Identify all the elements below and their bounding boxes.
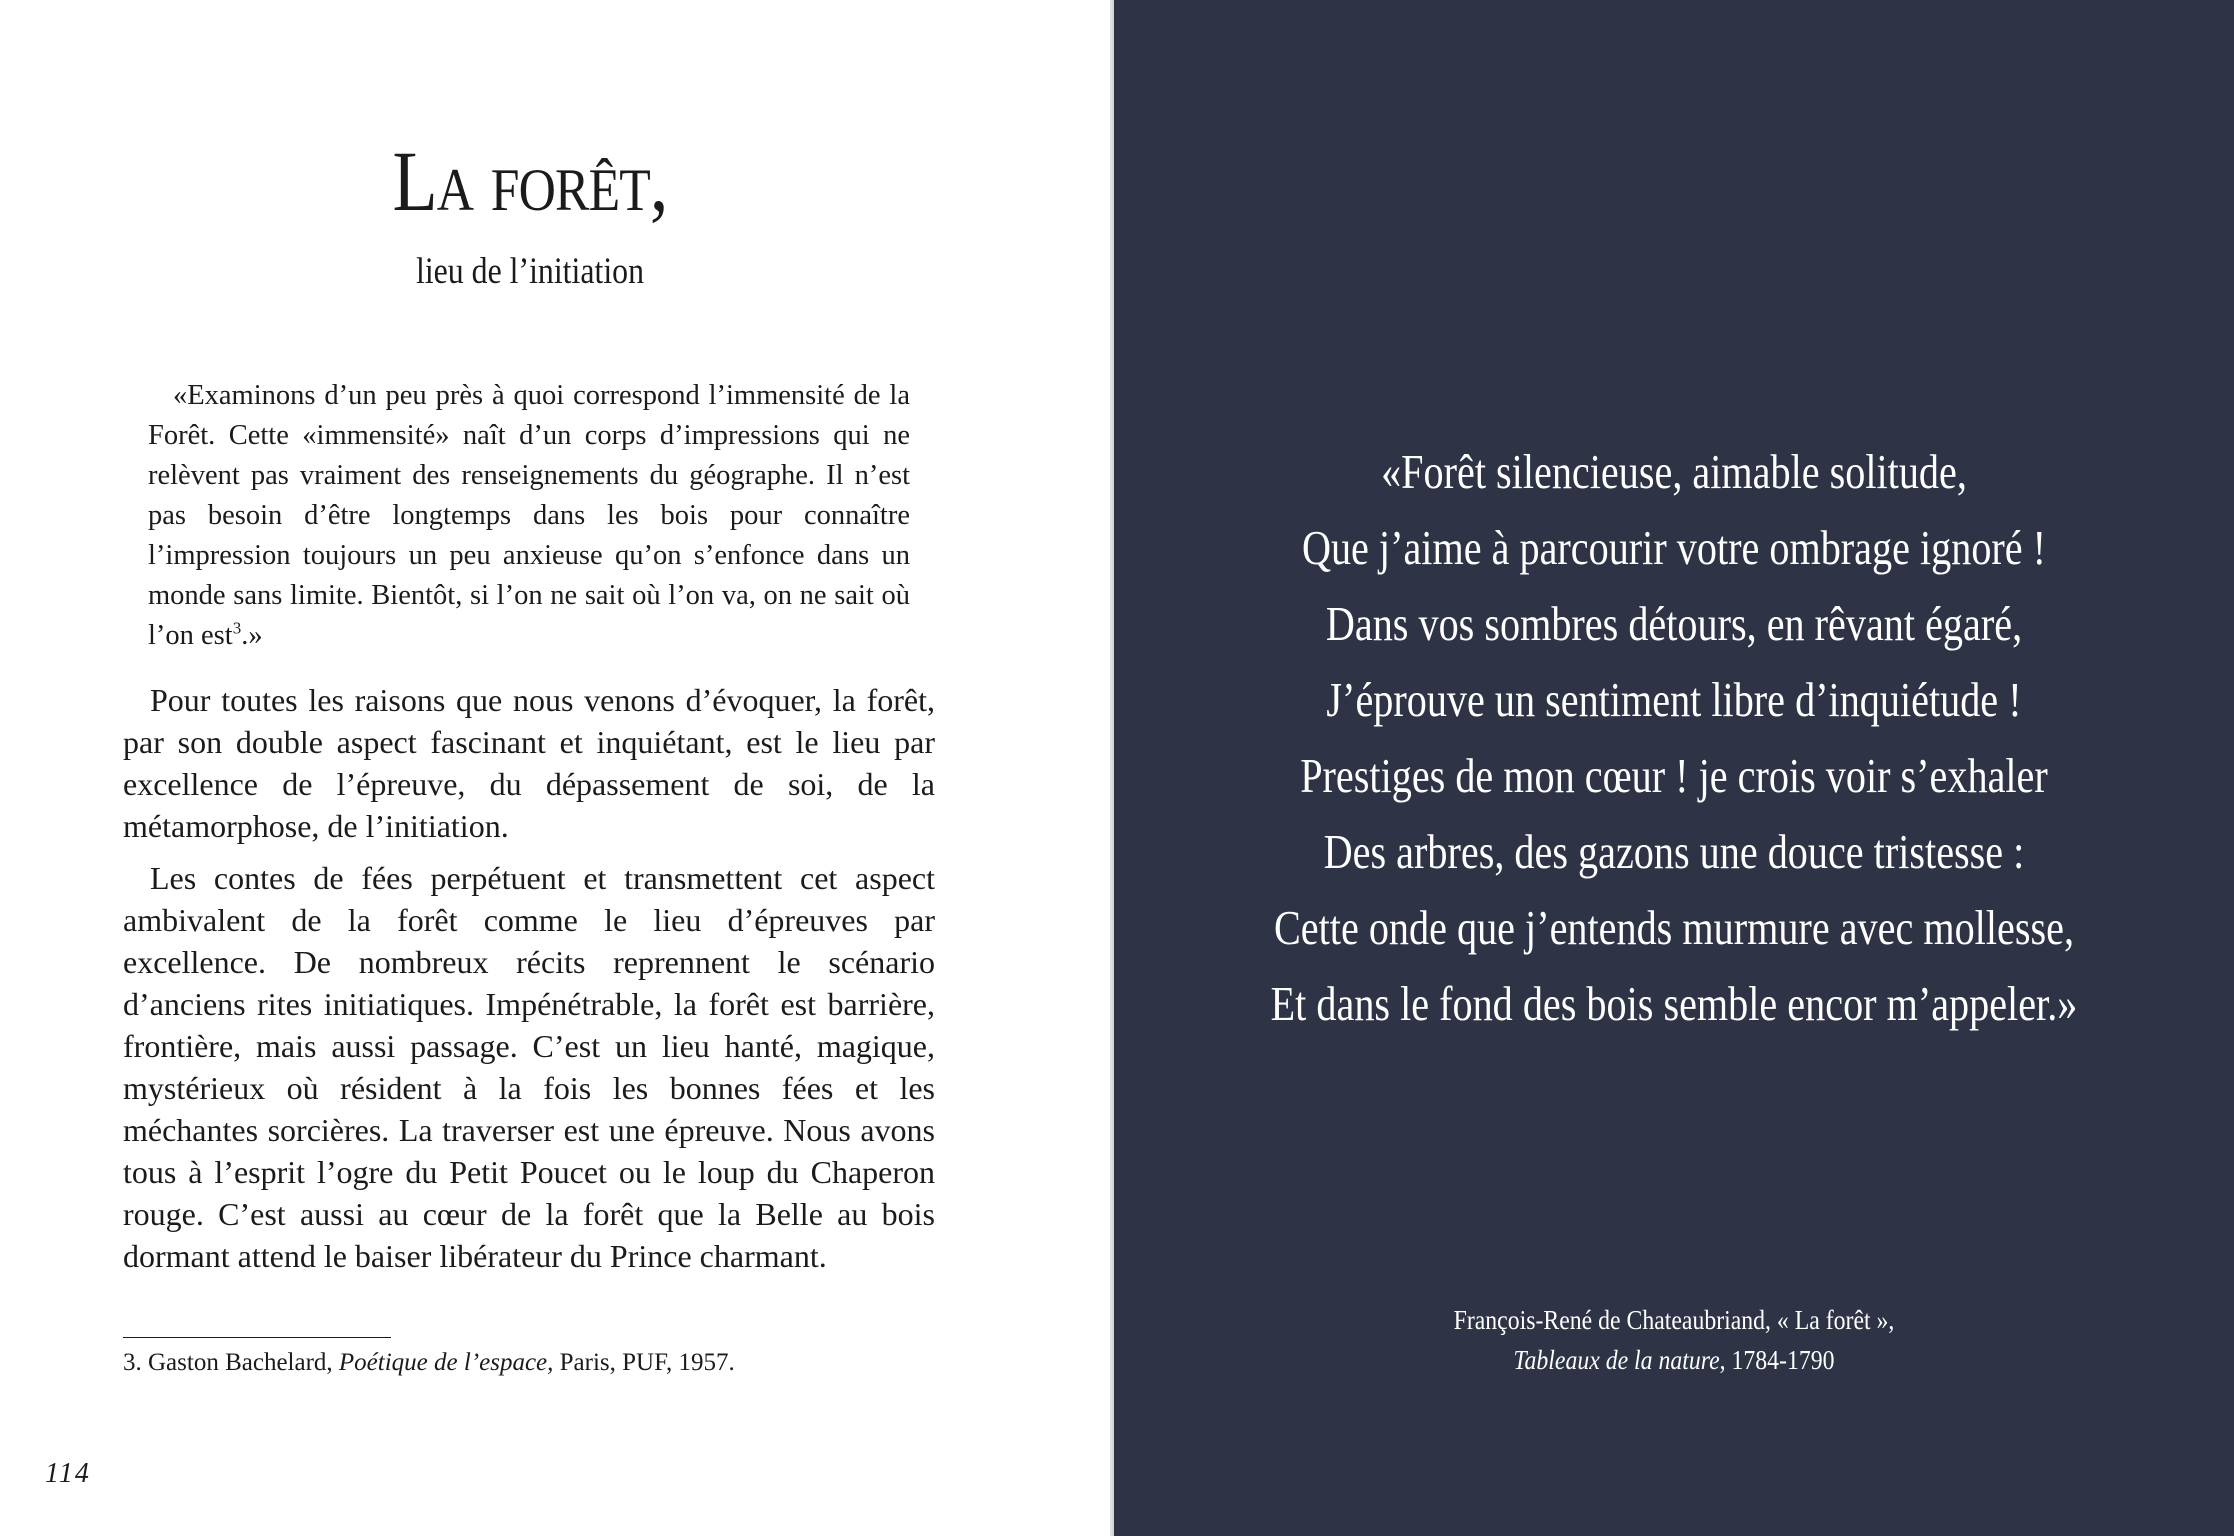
poem — [1174, 434, 2174, 1042]
block-quote — [148, 376, 910, 656]
footnote-divider — [123, 1337, 391, 1338]
poem-line: «Forêt silencieuse, aimable solitude, — [1381, 444, 1967, 499]
page-title: La forêt, — [392, 133, 668, 229]
page-subtitle: lieu de l’initiation — [415, 251, 644, 292]
paragraph: Les contes de fées perpétuent et transmettent cet aspect ambivalent de la forêt comme le lieu d’épreuves par excellence. De nombreux récits reprennent le scénario d’anciens rites initiatiques. Impénétrable, la forêt est barrière, frontière, mais aussi passage. C’est un lieu hanté, magique, mystérieux où résident à la fois les bonnes fées et les méchantes sorcières. La traverser est une épreuve. Nous avons tous à l’esprit l’ogre du Petit Poucet ou le loup du Chaperon rouge. C’est aussi au cœur de la forêt que la Belle au bois dormant attend le baiser libérateur du Prince charmant. — [123, 860, 935, 1274]
poem-line: J’éprouve un sentiment libre d’inquiétude ! — [1326, 672, 2022, 727]
footnote-reference[interactable]: 3 — [232, 618, 242, 638]
page-number: 114 — [45, 1458, 91, 1489]
poem-line: Dans vos sombres détours, en rêvant égaré, — [1325, 596, 2023, 651]
poem-line: Et dans le fond des bois semble encor m’appeler.» — [1270, 976, 2078, 1031]
poem-line: Que j’aime à parcourir votre ombrage ignoré ! — [1301, 520, 2047, 575]
right-page — [1114, 0, 2234, 1536]
body-text — [123, 679, 935, 1287]
poem-line: Des arbres, des gazons une douce tristesse : — [1323, 824, 2025, 879]
poem-credit — [1174, 1300, 2174, 1380]
credit-years: , 1784-1790 — [1719, 1345, 1835, 1375]
footnote-publication: Paris, PUF, 1957. — [553, 1349, 735, 1376]
paragraph: Pour toutes les raisons que nous venons d’évoquer, la forêt, par son double aspect fascinant et inquiétant, est le lieu par excellence de l’épreuve, du dépassement de soi, de la métamorphose, de l’initiation. — [123, 682, 935, 844]
poem-line: Prestiges de mon cœur ! je crois voir s’exhaler — [1300, 748, 2048, 803]
footnote — [123, 1346, 735, 1380]
poem-line: Cette onde que j’entends murmure avec mollesse, — [1273, 900, 2074, 955]
footnote-work-title: Poétique de l’espace, — [338, 1349, 554, 1376]
credit-source — [1234, 1340, 2114, 1380]
quote-text: «Examinons d’un peu près à quoi correspond l’immensité de la Forêt. Cette «immensité» naît d’un corps d’impressions qui ne relèvent pas vraiment des renseignements du géographe. Il n’est pas besoin d’être longtemps dans les bois pour connaître l’impression toujours un peu anxieuse qu’on s’enfonce dans un monde sans limite. Bientôt, si l’on ne sait où l’on va, on ne sait où l’on est — [148, 380, 910, 651]
left-page — [0, 0, 1112, 1536]
footnote-number: 3. Gaston Bachelard, — [123, 1349, 339, 1376]
credit-author: François-René de Chateaubriand, « La forêt », — [1453, 1305, 1895, 1335]
credit-work-title: Tableaux de la nature — [1513, 1345, 1720, 1375]
quote-close: .» — [241, 620, 263, 651]
